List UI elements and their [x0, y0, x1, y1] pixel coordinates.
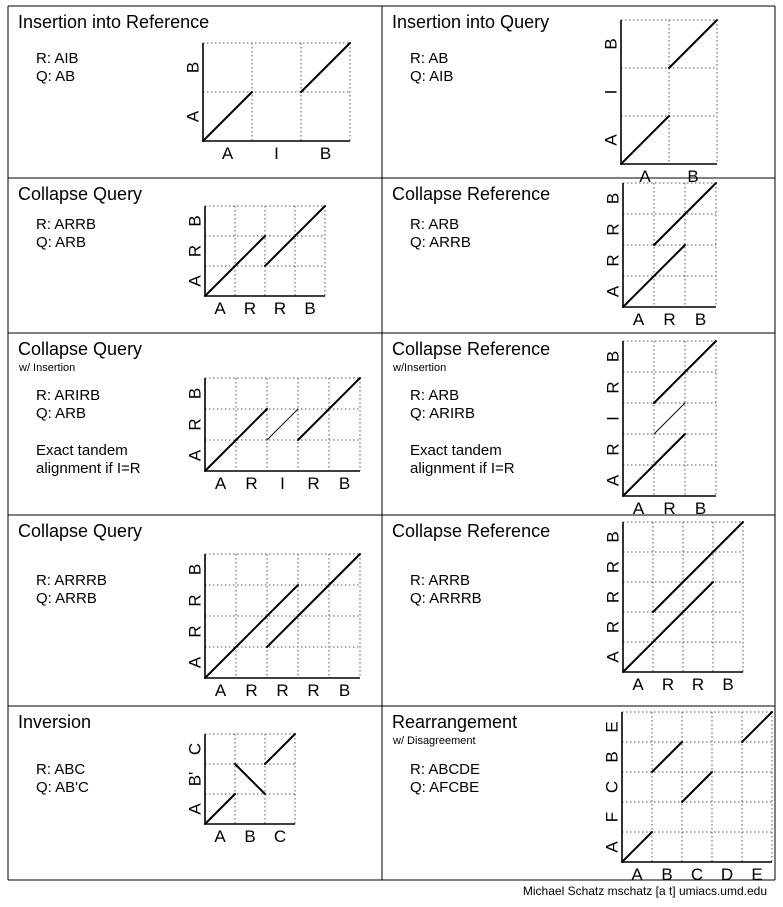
panel-title: Insertion into Query — [392, 12, 550, 32]
y-tick-label: A — [602, 841, 622, 853]
y-tick-label: R — [185, 625, 205, 638]
alignment-segment — [203, 92, 252, 141]
dotplot — [593, 179, 726, 333]
x-tick-label: C — [690, 865, 704, 884]
x-tick-label: R — [245, 681, 258, 700]
y-tick-label: A — [601, 134, 621, 146]
panel-collapse-reference-insertion — [382, 333, 775, 518]
panel-title: Inversion — [18, 712, 92, 732]
x-tick-label: R — [691, 675, 705, 694]
y-tick-label: A — [185, 449, 205, 462]
x-tick-label: R — [273, 299, 287, 318]
y-tick-label: R — [185, 594, 205, 607]
panel-collapse-reference — [382, 178, 775, 333]
sequence-labels — [36, 50, 79, 86]
alignment-segment — [235, 764, 265, 794]
x-tick-label: I — [280, 474, 285, 493]
alignment-segment — [682, 772, 712, 802]
alignment-segment — [652, 742, 682, 772]
y-tick-label: E — [602, 721, 622, 733]
y-tick-label: R — [603, 590, 623, 604]
query-sequence: Q: AB'C — [36, 779, 89, 796]
sequence-labels — [410, 387, 475, 423]
note-line: alignment if I=R — [36, 460, 141, 477]
alignment-segment — [265, 734, 295, 764]
note-line: Exact tandem — [410, 442, 502, 459]
reference-sequence: R: ABC — [36, 761, 86, 778]
x-tick-label: R — [307, 681, 320, 700]
x-tick-label: B — [338, 681, 351, 700]
y-tick-label: C — [602, 780, 622, 794]
alignment-segment — [669, 20, 717, 68]
x-tick-label: A — [214, 474, 227, 493]
panel-collapse-reference-3 — [382, 515, 775, 706]
x-tick-label: B — [661, 865, 673, 884]
dotplot — [175, 374, 370, 497]
x-tick-label: A — [221, 144, 234, 163]
y-tick-label: B — [602, 751, 622, 763]
dotplot — [175, 730, 305, 850]
note-line: Exact tandem — [36, 442, 128, 459]
alignment-segment — [713, 522, 743, 552]
alignment-segment-thin — [267, 409, 298, 440]
x-tick-label: A — [631, 865, 643, 884]
x-tick-label: A — [632, 675, 644, 694]
dotplot — [173, 39, 360, 167]
x-tick-label: A — [214, 827, 226, 846]
y-tick-label: B' — [185, 771, 205, 787]
y-tick-label: A — [603, 651, 623, 663]
y-tick-label: B — [183, 61, 203, 74]
reference-sequence: R: ARRB — [410, 572, 471, 589]
y-tick-label: R — [603, 254, 623, 267]
x-tick-label: R — [245, 474, 258, 493]
x-tick-label: R — [243, 299, 257, 318]
reference-sequence: R: ARIRB — [36, 387, 101, 404]
dotplot — [175, 550, 370, 704]
x-tick-label: R — [307, 474, 320, 493]
x-tick-label: I — [274, 144, 279, 163]
panel-title: Collapse Reference — [392, 184, 551, 204]
panel-title: Collapse Query — [18, 521, 143, 541]
query-sequence: Q: ARRRB — [410, 590, 482, 607]
query-sequence: Q: ARIRB — [410, 405, 476, 422]
x-tick-label: A — [632, 310, 645, 329]
query-sequence: Q: ARB — [36, 405, 87, 422]
reference-sequence: R: AIB — [36, 50, 79, 67]
x-tick-label: A — [632, 499, 645, 518]
x-tick-label: B — [304, 299, 316, 318]
panel-title: Rearrangement — [392, 712, 518, 732]
panel-subtitle: w/ Insertion — [19, 362, 76, 374]
dotplot — [593, 337, 726, 522]
x-tick-label: B — [319, 144, 332, 163]
query-sequence: Q: AIB — [410, 68, 454, 85]
dotplot — [593, 518, 753, 698]
query-sequence: Q: ARRB — [36, 590, 97, 607]
panel-title: Insertion into Reference — [18, 12, 210, 32]
sequence-labels — [410, 572, 482, 608]
panel-rearrangement — [382, 706, 775, 884]
x-tick-label: B — [687, 167, 699, 186]
query-sequence: Q: ARRB — [410, 234, 471, 251]
x-tick-label: R — [661, 675, 675, 694]
alignment-segment-thin — [654, 403, 685, 434]
x-tick-label: E — [751, 865, 763, 884]
alignment-segment — [267, 616, 298, 647]
y-tick-label: B — [601, 38, 621, 50]
x-tick-label: A — [214, 299, 226, 318]
panel-title: Collapse Query — [18, 339, 143, 359]
panel-collapse-query-3 — [8, 515, 382, 706]
x-tick-label: R — [276, 681, 289, 700]
panel-subtitle: w/ Disagreement — [393, 735, 476, 747]
author-credit: Michael Schatz mschatz [a t] umiacs.umd.edu — [522, 884, 767, 898]
alignment-segment — [742, 712, 772, 742]
y-tick-label: A — [603, 474, 623, 487]
panel-title: Collapse Query — [18, 184, 143, 204]
y-tick-label: B — [185, 563, 205, 576]
x-tick-label: R — [663, 499, 676, 518]
y-tick-label: I — [601, 89, 621, 95]
y-tick-label: I — [603, 416, 623, 421]
panel-title: Collapse Reference — [392, 339, 551, 359]
y-tick-label: R — [603, 620, 623, 634]
panel-insertion-into-reference — [8, 6, 382, 178]
dotplot — [175, 202, 335, 322]
y-tick-label: R — [603, 560, 623, 574]
panel-collapse-query — [8, 178, 382, 333]
y-tick-label: R — [185, 244, 205, 258]
y-tick-label: A — [603, 285, 623, 298]
dotplot — [592, 708, 782, 888]
x-tick-label: A — [214, 681, 227, 700]
x-tick-label: A — [639, 167, 651, 186]
y-tick-label: C — [185, 742, 205, 756]
reference-sequence: R: ARRRB — [36, 572, 107, 589]
reference-sequence: R: ARB — [410, 216, 460, 233]
sequence-labels — [410, 216, 471, 252]
sequence-labels — [410, 50, 453, 86]
x-tick-label: B — [722, 675, 734, 694]
x-tick-label: B — [338, 474, 351, 493]
x-tick-label: B — [244, 827, 256, 846]
query-sequence: Q: AB — [36, 68, 76, 85]
dotplot — [591, 16, 727, 190]
y-tick-label: R — [603, 223, 623, 236]
panel-inversion — [8, 706, 382, 880]
alignment-segment — [205, 585, 298, 678]
alignment-segment — [622, 832, 652, 862]
y-tick-label: B — [603, 192, 623, 205]
y-tick-label: R — [603, 443, 623, 456]
x-tick-label: B — [694, 310, 707, 329]
x-tick-label: B — [694, 499, 707, 518]
panel-insertion-into-query — [382, 6, 775, 186]
note-line: alignment if I=R — [410, 460, 515, 477]
y-tick-label: B — [603, 531, 623, 543]
sequence-labels — [36, 387, 100, 423]
query-sequence: Q: ARB — [36, 234, 87, 251]
sequence-labels — [36, 216, 96, 252]
y-tick-label: R — [185, 418, 205, 431]
tandem-note — [410, 442, 515, 478]
reference-sequence: R: ARB — [410, 387, 460, 404]
y-tick-label: R — [603, 381, 623, 394]
x-tick-label: C — [273, 827, 287, 846]
reference-sequence: R: ABCDE — [410, 761, 481, 778]
query-sequence: Q: AFCBE — [410, 779, 480, 796]
y-tick-label: B — [603, 350, 623, 363]
tandem-note — [36, 442, 141, 478]
y-tick-label: B — [185, 215, 205, 227]
y-tick-label: A — [185, 275, 205, 287]
x-tick-label: R — [663, 310, 676, 329]
sequence-labels — [410, 761, 480, 797]
alignment-segment — [621, 116, 669, 164]
panel-collapse-query-insertion — [8, 333, 382, 515]
alignment-segment — [301, 43, 350, 92]
y-tick-label: A — [185, 803, 205, 815]
sequence-labels — [36, 572, 107, 608]
x-tick-label: D — [720, 865, 734, 884]
y-tick-label: A — [185, 656, 205, 669]
y-tick-label: F — [602, 811, 622, 823]
panel-subtitle: w/Insertion — [393, 362, 447, 374]
sequence-labels — [36, 761, 89, 797]
alignment-segment — [623, 582, 713, 672]
alignment-segment — [205, 794, 235, 824]
y-tick-label: B — [185, 387, 205, 400]
y-tick-label: A — [183, 110, 203, 123]
panel-title: Collapse Reference — [392, 521, 551, 541]
reference-sequence: R: AB — [410, 50, 449, 67]
reference-sequence: R: ARRB — [36, 216, 97, 233]
